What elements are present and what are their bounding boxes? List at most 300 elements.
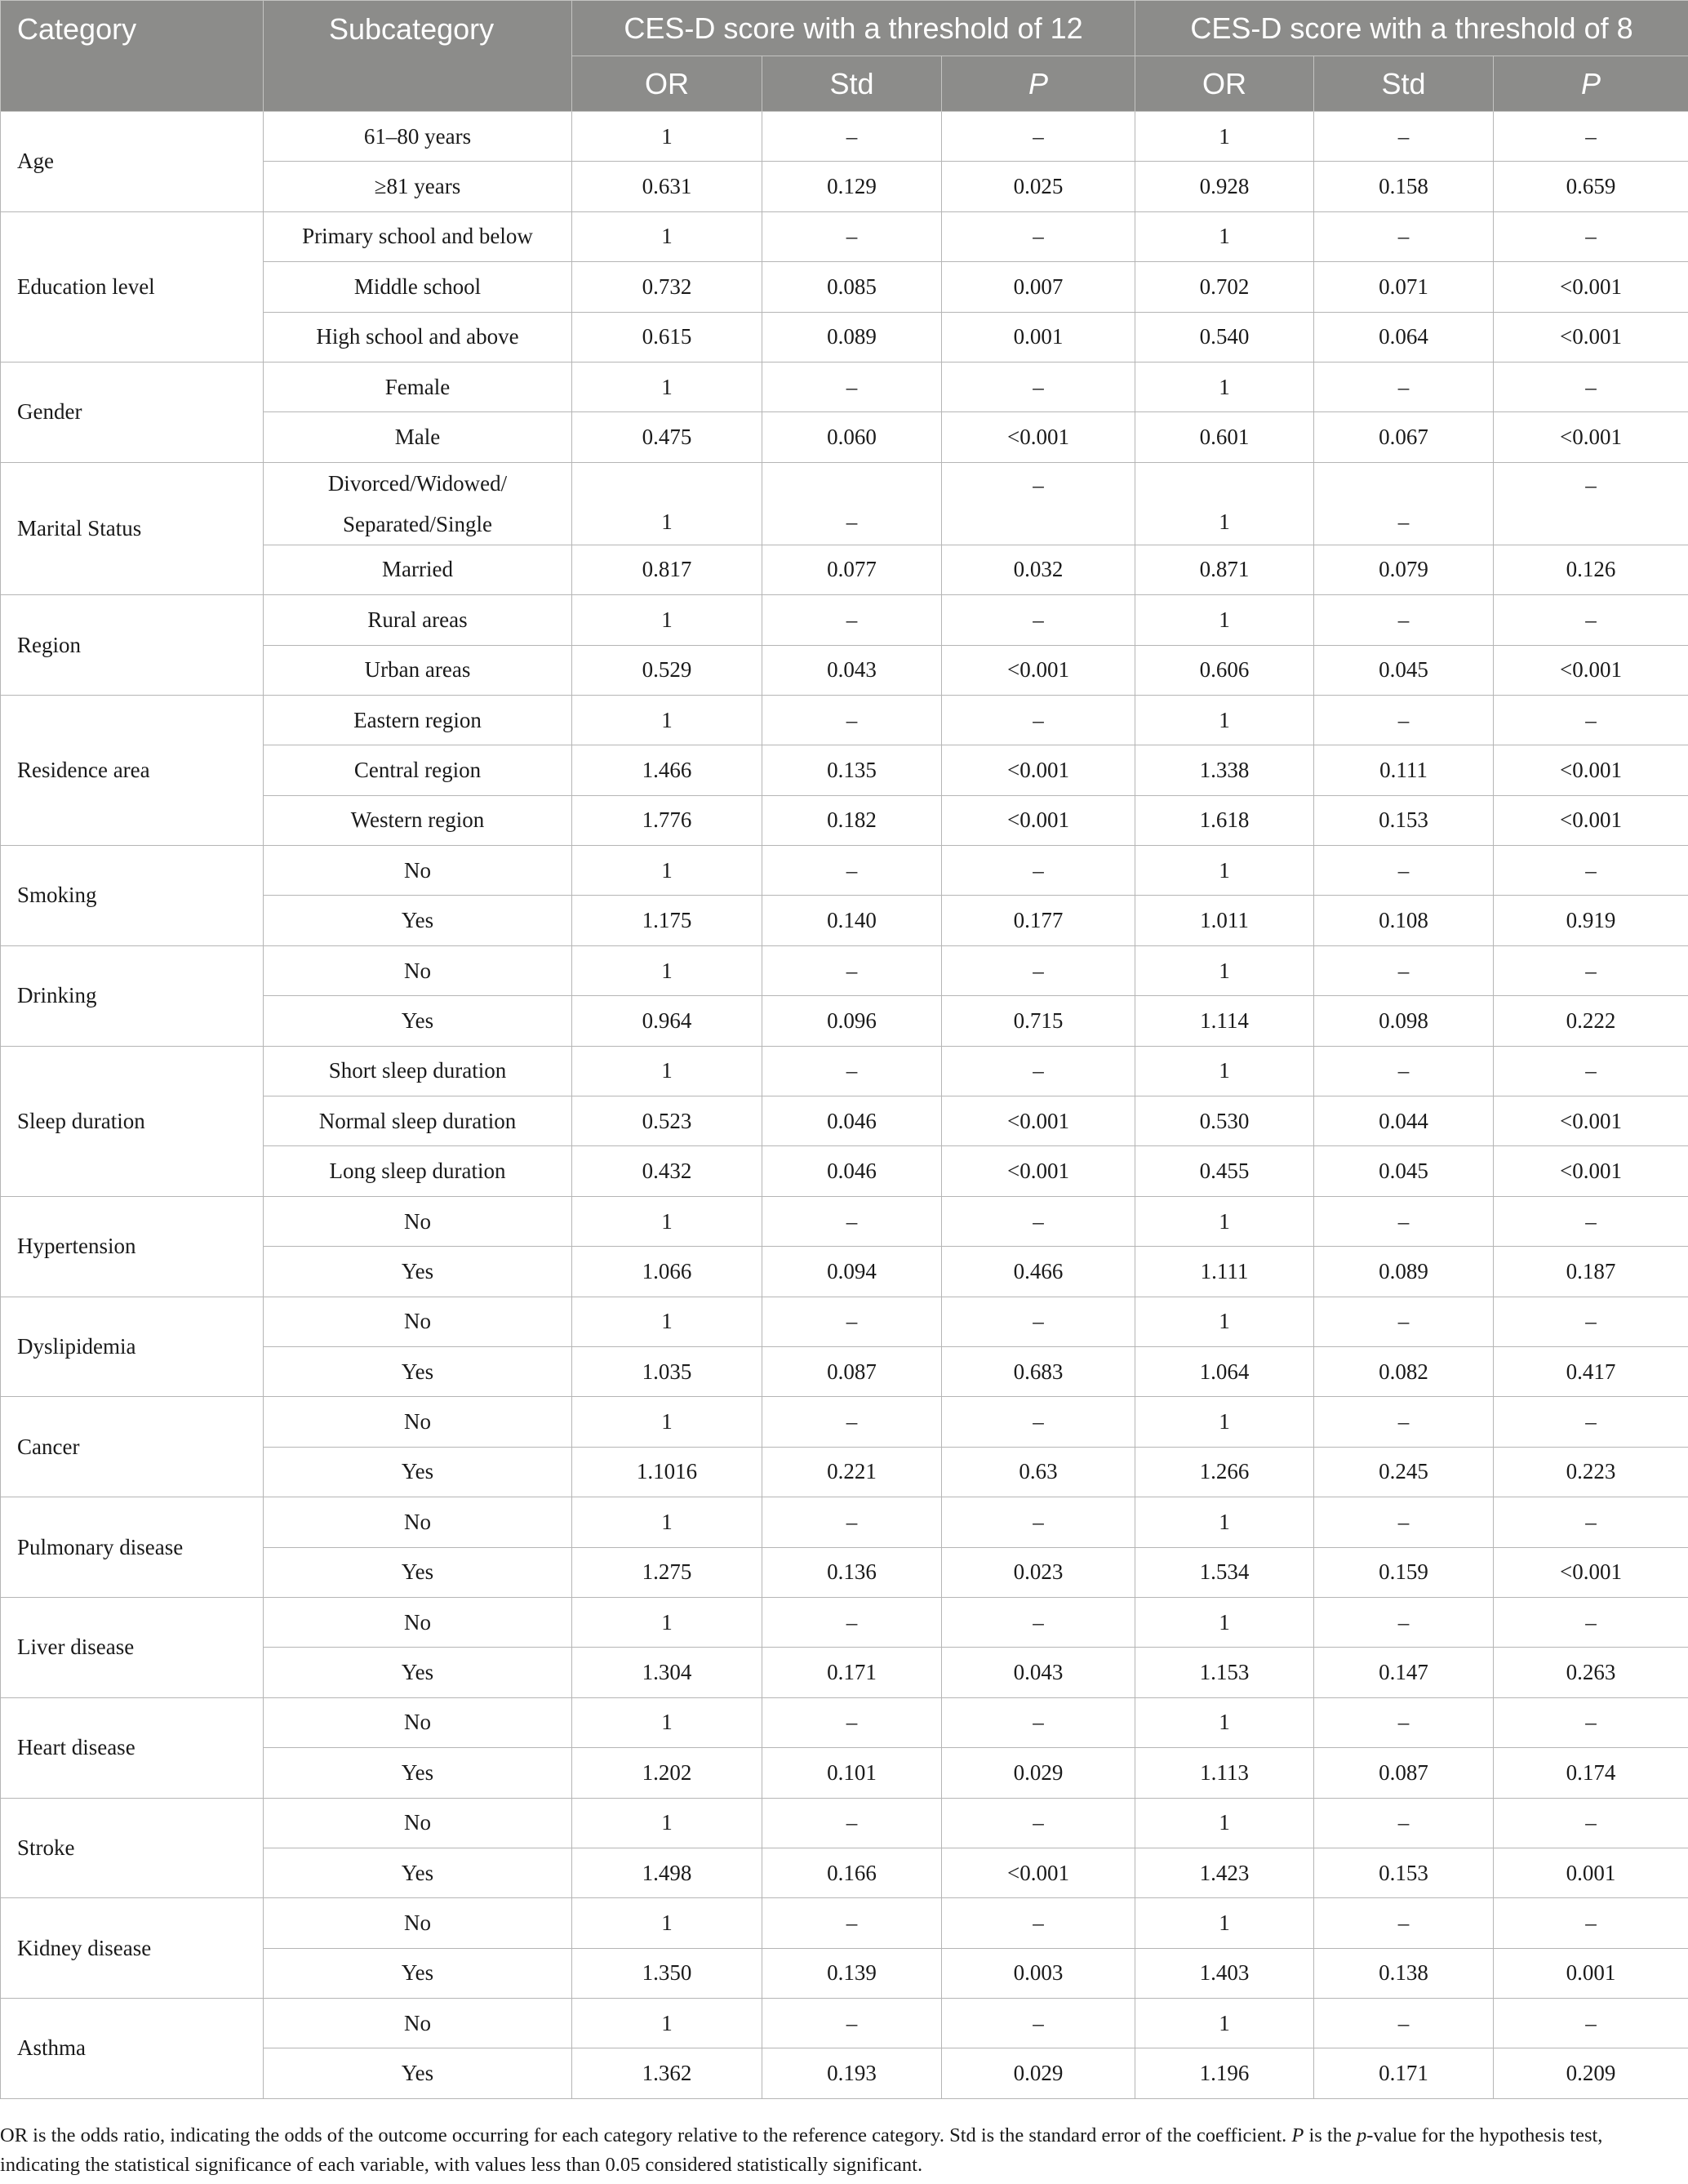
value-cell-or-8: 1 — [1135, 846, 1314, 896]
value-cell-std-8: – — [1314, 112, 1494, 162]
category-cell: Dyslipidemia — [1, 1297, 264, 1397]
value-cell-std-12: 0.182 — [762, 795, 942, 845]
value-cell-or-12: 1 — [572, 1898, 762, 1948]
subcategory-cell: Divorced/Widowed/ Separated/Single — [264, 462, 572, 545]
value-cell-p-8: – — [1494, 846, 1688, 896]
category-cell: Liver disease — [1, 1597, 264, 1697]
value-cell-p-12: 0.715 — [942, 996, 1135, 1046]
value-cell-p-12: <0.001 — [942, 745, 1135, 795]
value-cell-std-8: – — [1314, 1397, 1494, 1447]
value-cell-std-12: – — [762, 1297, 942, 1346]
value-cell-p-12: 0.023 — [942, 1547, 1135, 1597]
value-cell-or-12: 0.615 — [572, 312, 762, 362]
category-cell: Kidney disease — [1, 1898, 264, 1999]
value-cell-p-12: <0.001 — [942, 645, 1135, 695]
value-cell-std-12: – — [762, 211, 942, 261]
value-cell-std-12: – — [762, 1046, 942, 1096]
subcategory-cell: Married — [264, 545, 572, 594]
value-cell-or-8: 1.113 — [1135, 1748, 1314, 1798]
subcategory-cell: 61–80 years — [264, 112, 572, 162]
value-cell-std-12: – — [762, 1597, 942, 1647]
header-category: Category — [1, 1, 264, 112]
value-cell-or-12: 1.498 — [572, 1848, 762, 1897]
subcategory-cell: Yes — [264, 1748, 572, 1798]
value-cell-p-8: 0.263 — [1494, 1648, 1688, 1697]
value-cell-std-12: 0.166 — [762, 1848, 942, 1897]
value-cell-or-8: 1 — [1135, 945, 1314, 995]
category-cell: Cancer — [1, 1397, 264, 1497]
value-cell-p-8: 0.417 — [1494, 1346, 1688, 1396]
subcategory-cell: Yes — [264, 1948, 572, 1998]
header-threshold-12: CES-D score with a threshold of 12 — [572, 1, 1135, 56]
value-cell-or-8: 0.601 — [1135, 412, 1314, 462]
value-cell-std-8: 0.045 — [1314, 1146, 1494, 1196]
value-cell-std-8: 0.064 — [1314, 312, 1494, 362]
value-cell-or-8: 1.266 — [1135, 1447, 1314, 1497]
subcategory-cell: Yes — [264, 996, 572, 1046]
subcategory-cell: Female — [264, 362, 572, 411]
value-cell-or-8: 0.871 — [1135, 545, 1314, 594]
value-cell-std-12: – — [762, 1196, 942, 1246]
value-cell-or-8: 0.530 — [1135, 1096, 1314, 1146]
value-cell-std-8: – — [1314, 1898, 1494, 1948]
table-row — [1, 211, 1688, 261]
value-cell-or-8: 0.928 — [1135, 162, 1314, 211]
value-cell-std-8: – — [1314, 362, 1494, 411]
subcategory-cell: No — [264, 1798, 572, 1848]
table-row — [1, 695, 1688, 745]
value-cell-p-12: – — [942, 1297, 1135, 1346]
value-cell-or-8: 1.011 — [1135, 896, 1314, 945]
value-cell-std-8: – — [1314, 595, 1494, 645]
value-cell-std-8: 0.159 — [1314, 1547, 1494, 1597]
value-cell-std-12: 0.085 — [762, 262, 942, 312]
value-cell-or-12: 1.304 — [572, 1648, 762, 1697]
value-cell-or-12: 1 — [572, 1798, 762, 1848]
value-cell-or-8: 0.455 — [1135, 1146, 1314, 1196]
value-cell-std-12: 0.139 — [762, 1948, 942, 1998]
header-p-8-label: P — [1581, 66, 1601, 100]
value-cell-std-8: – — [1314, 1196, 1494, 1246]
value-cell-p-12: – — [942, 211, 1135, 261]
value-cell-or-8: 1.423 — [1135, 1848, 1314, 1897]
table-row — [1, 112, 1688, 162]
table-row — [1, 1798, 1688, 1848]
value-cell-std-12: – — [762, 1999, 942, 2048]
value-cell-p-12: – — [942, 945, 1135, 995]
footnote-part1: OR is the odds ratio, indicating the odds of the outcome occurring for each category relative to the reference category. Std is the standard error of the coefficient. — [0, 2124, 1292, 2146]
value-cell-p-8: 0.222 — [1494, 996, 1688, 1046]
value-cell-std-12: 0.140 — [762, 896, 942, 945]
value-cell-std-12: 0.193 — [762, 2048, 942, 2098]
value-cell-or-12: 0.817 — [572, 545, 762, 594]
value-cell-or-8: 1 — [1135, 1397, 1314, 1447]
value-cell-p-8: 0.001 — [1494, 1848, 1688, 1897]
value-cell-std-8: 0.044 — [1314, 1096, 1494, 1146]
value-cell-std-12: 0.043 — [762, 645, 942, 695]
table-row — [1, 595, 1688, 645]
value-cell-std-12: 0.136 — [762, 1547, 942, 1597]
value-cell-std-12: – — [762, 1798, 942, 1848]
category-cell: Asthma — [1, 1999, 264, 2099]
value-cell-p-8: 0.659 — [1494, 162, 1688, 211]
value-cell-or-8: 1.111 — [1135, 1247, 1314, 1297]
value-cell-or-8: 1 — [1135, 112, 1314, 162]
value-cell-or-12: 0.523 — [572, 1096, 762, 1146]
value-cell-std-12: – — [762, 462, 942, 545]
value-cell-or-8: 1 — [1135, 1697, 1314, 1747]
value-cell-or-12: 0.475 — [572, 412, 762, 462]
value-cell-or-8: 0.702 — [1135, 262, 1314, 312]
subcategory-cell: No — [264, 1999, 572, 2048]
value-cell-p-8: – — [1494, 1397, 1688, 1447]
value-cell-p-8: <0.001 — [1494, 312, 1688, 362]
value-cell-p-12: 0.683 — [942, 1346, 1135, 1396]
category-cell: Pulmonary disease — [1, 1497, 264, 1598]
value-cell-p-12: <0.001 — [942, 1096, 1135, 1146]
value-cell-p-12: – — [942, 112, 1135, 162]
subcategory-cell: Western region — [264, 795, 572, 845]
value-cell-std-8: 0.087 — [1314, 1748, 1494, 1798]
value-cell-p-8: <0.001 — [1494, 795, 1688, 845]
value-cell-std-12: 0.077 — [762, 545, 942, 594]
value-cell-p-12: – — [942, 1597, 1135, 1647]
table-row — [1, 362, 1688, 411]
value-cell-or-8: 1 — [1135, 1898, 1314, 1948]
subcategory-cell: No — [264, 1597, 572, 1647]
category-cell: Sleep duration — [1, 1046, 264, 1196]
value-cell-or-12: 1.466 — [572, 745, 762, 795]
value-cell-or-12: 1.362 — [572, 2048, 762, 2098]
table-row — [1, 1898, 1688, 1948]
value-cell-std-12: 0.060 — [762, 412, 942, 462]
value-cell-p-12: 0.177 — [942, 896, 1135, 945]
table-row — [1, 1196, 1688, 1246]
value-cell-or-12: 1.066 — [572, 1247, 762, 1297]
value-cell-or-12: 1 — [572, 1697, 762, 1747]
category-cell: Region — [1, 595, 264, 696]
value-cell-p-8: 0.126 — [1494, 545, 1688, 594]
value-cell-p-8: – — [1494, 112, 1688, 162]
value-cell-or-12: 1 — [572, 1297, 762, 1346]
value-cell-or-12: 1 — [572, 211, 762, 261]
value-cell-std-8: 0.138 — [1314, 1948, 1494, 1998]
category-cell: Age — [1, 112, 264, 212]
header-p-8 — [1494, 56, 1688, 112]
value-cell-std-8: 0.147 — [1314, 1648, 1494, 1697]
value-cell-p-8: <0.001 — [1494, 412, 1688, 462]
header-subcategory: Subcategory — [264, 1, 572, 112]
subcategory-cell: Central region — [264, 745, 572, 795]
value-cell-or-12: 0.732 — [572, 262, 762, 312]
value-cell-or-12: 1 — [572, 112, 762, 162]
header-std-12: Std — [762, 56, 942, 112]
value-cell-p-12: 0.025 — [942, 162, 1135, 211]
value-cell-or-8: 1 — [1135, 1046, 1314, 1096]
value-cell-std-8: – — [1314, 211, 1494, 261]
value-cell-or-12: 1 — [572, 1597, 762, 1647]
value-cell-or-12: 1 — [572, 362, 762, 411]
value-cell-std-8: – — [1314, 1597, 1494, 1647]
value-cell-or-8: 1.196 — [1135, 2048, 1314, 2098]
value-cell-p-12: – — [942, 362, 1135, 411]
value-cell-or-12: 1.1016 — [572, 1447, 762, 1497]
value-cell-or-8: 1 — [1135, 1597, 1314, 1647]
subcategory-cell: ≥81 years — [264, 162, 572, 211]
value-cell-std-8: 0.171 — [1314, 2048, 1494, 2098]
table-row — [1, 1397, 1688, 1447]
subcategory-cell: Male — [264, 412, 572, 462]
value-cell-p-8: 0.001 — [1494, 1948, 1688, 1998]
value-cell-or-8: 1.338 — [1135, 745, 1314, 795]
value-cell-p-12: – — [942, 846, 1135, 896]
value-cell-p-12: 0.032 — [942, 545, 1135, 594]
value-cell-p-8: <0.001 — [1494, 645, 1688, 695]
value-cell-or-12: 0.432 — [572, 1146, 762, 1196]
subcategory-cell: Normal sleep duration — [264, 1096, 572, 1146]
value-cell-or-8: 1.618 — [1135, 795, 1314, 845]
value-cell-std-12: 0.087 — [762, 1346, 942, 1396]
value-cell-std-12: – — [762, 112, 942, 162]
value-cell-p-8: <0.001 — [1494, 1096, 1688, 1146]
value-cell-p-12: 0.043 — [942, 1648, 1135, 1697]
value-cell-p-8: 0.209 — [1494, 2048, 1688, 2098]
value-cell-std-8: – — [1314, 1999, 1494, 2048]
value-cell-or-12: 1 — [572, 846, 762, 896]
value-cell-std-8: – — [1314, 1497, 1494, 1547]
subcategory-cell: No — [264, 945, 572, 995]
value-cell-std-8: 0.245 — [1314, 1447, 1494, 1497]
table-row — [1, 945, 1688, 995]
value-cell-or-8: 1 — [1135, 695, 1314, 745]
value-cell-p-12: 0.466 — [942, 1247, 1135, 1297]
table-row — [1, 1046, 1688, 1096]
subcategory-cell: Long sleep duration — [264, 1146, 572, 1196]
value-cell-or-12: 1 — [572, 1999, 762, 2048]
subcategory-cell: Yes — [264, 2048, 572, 2098]
value-cell-p-12: 0.007 — [942, 262, 1135, 312]
value-cell-p-8: <0.001 — [1494, 1146, 1688, 1196]
subcategory-cell: No — [264, 1497, 572, 1547]
table-header — [1, 1, 1688, 112]
value-cell-p-8: – — [1494, 1597, 1688, 1647]
subcategory-cell: No — [264, 1697, 572, 1747]
value-cell-std-8: 0.153 — [1314, 1848, 1494, 1897]
category-cell: Marital Status — [1, 462, 264, 594]
subcategory-cell: No — [264, 1397, 572, 1447]
value-cell-or-12: 1 — [572, 1497, 762, 1547]
value-cell-p-12: <0.001 — [942, 1848, 1135, 1897]
value-cell-or-8: 1.403 — [1135, 1948, 1314, 1998]
value-cell-std-8: 0.111 — [1314, 745, 1494, 795]
category-cell: Drinking — [1, 945, 264, 1046]
value-cell-std-12: 0.046 — [762, 1146, 942, 1196]
value-cell-or-12: 1 — [572, 462, 762, 545]
value-cell-p-8: – — [1494, 1046, 1688, 1096]
value-cell-std-12: – — [762, 695, 942, 745]
value-cell-p-8: – — [1494, 595, 1688, 645]
value-cell-p-12: – — [942, 1397, 1135, 1447]
value-cell-or-8: 1.114 — [1135, 996, 1314, 1046]
value-cell-or-8: 1 — [1135, 1297, 1314, 1346]
table-footnote — [0, 2121, 1673, 2180]
value-cell-p-8: 0.919 — [1494, 896, 1688, 945]
value-cell-std-8: 0.079 — [1314, 545, 1494, 594]
value-cell-std-8: 0.098 — [1314, 996, 1494, 1046]
value-cell-or-12: 1 — [572, 1196, 762, 1246]
subcategory-cell: Yes — [264, 1247, 572, 1297]
value-cell-p-12: – — [942, 1046, 1135, 1096]
value-cell-std-8: 0.071 — [1314, 262, 1494, 312]
subcategory-cell: Yes — [264, 1346, 572, 1396]
subcategory-cell: Short sleep duration — [264, 1046, 572, 1096]
value-cell-p-8: <0.001 — [1494, 745, 1688, 795]
value-cell-p-12: – — [942, 462, 1135, 545]
value-cell-std-12: 0.221 — [762, 1447, 942, 1497]
value-cell-or-12: 1 — [572, 945, 762, 995]
value-cell-std-12: – — [762, 595, 942, 645]
value-cell-or-12: 1 — [572, 1046, 762, 1096]
value-cell-or-12: 1.175 — [572, 896, 762, 945]
value-cell-std-12: 0.046 — [762, 1096, 942, 1146]
subcategory-cell: Urban areas — [264, 645, 572, 695]
value-cell-std-12: 0.171 — [762, 1648, 942, 1697]
value-cell-or-8: 1 — [1135, 1999, 1314, 2048]
value-cell-std-8: – — [1314, 1046, 1494, 1096]
value-cell-p-8: – — [1494, 1497, 1688, 1547]
value-cell-std-12: – — [762, 1397, 942, 1447]
value-cell-p-8: 0.187 — [1494, 1247, 1688, 1297]
value-cell-p-8: – — [1494, 1196, 1688, 1246]
header-p-12-label: P — [1028, 66, 1049, 100]
value-cell-p-12: – — [942, 595, 1135, 645]
value-cell-p-8: – — [1494, 362, 1688, 411]
value-cell-p-8: – — [1494, 695, 1688, 745]
value-cell-or-8: 0.606 — [1135, 645, 1314, 695]
subcategory-cell: No — [264, 1297, 572, 1346]
header-std-8: Std — [1314, 56, 1494, 112]
header-p-12 — [942, 56, 1135, 112]
category-cell: Stroke — [1, 1798, 264, 1898]
value-cell-std-8: – — [1314, 1297, 1494, 1346]
subcategory-cell: Eastern region — [264, 695, 572, 745]
header-or-8: OR — [1135, 56, 1314, 112]
value-cell-or-12: 1 — [572, 595, 762, 645]
value-cell-std-12: – — [762, 362, 942, 411]
table-row — [1, 846, 1688, 896]
value-cell-std-12: – — [762, 945, 942, 995]
value-cell-p-8: – — [1494, 1697, 1688, 1747]
value-cell-p-12: <0.001 — [942, 412, 1135, 462]
value-cell-std-8: 0.045 — [1314, 645, 1494, 695]
subcategory-cell: Yes — [264, 896, 572, 945]
value-cell-p-8: – — [1494, 462, 1688, 545]
value-cell-or-8: 1 — [1135, 1497, 1314, 1547]
category-cell: Residence area — [1, 695, 264, 845]
value-cell-std-12: 0.101 — [762, 1748, 942, 1798]
category-cell: Education level — [1, 211, 264, 362]
subcategory-cell: Yes — [264, 1848, 572, 1897]
value-cell-p-12: <0.001 — [942, 795, 1135, 845]
value-cell-or-12: 0.964 — [572, 996, 762, 1046]
footnote-part3: -value for the hypothesis test, indicating the statistical significance of each variable, with values less than 0.05 considered statistically significant. — [0, 2124, 1603, 2176]
subcategory-cell: Yes — [264, 1547, 572, 1597]
value-cell-p-12: – — [942, 1798, 1135, 1848]
footnote-part2: is the — [1304, 2124, 1357, 2146]
value-cell-or-8: 1 — [1135, 1196, 1314, 1246]
value-cell-std-12: 0.089 — [762, 312, 942, 362]
value-cell-std-8: – — [1314, 846, 1494, 896]
value-cell-or-8: 1 — [1135, 462, 1314, 545]
value-cell-p-12: – — [942, 1898, 1135, 1948]
value-cell-p-8: <0.001 — [1494, 262, 1688, 312]
value-cell-p-12: – — [942, 1497, 1135, 1547]
value-cell-p-8: 0.174 — [1494, 1748, 1688, 1798]
value-cell-std-12: 0.129 — [762, 162, 942, 211]
subcategory-cell: No — [264, 846, 572, 896]
subcategory-cell: High school and above — [264, 312, 572, 362]
subcategory-cell: No — [264, 1898, 572, 1948]
value-cell-or-12: 0.529 — [572, 645, 762, 695]
value-cell-std-8: – — [1314, 1697, 1494, 1747]
value-cell-or-8: 1.534 — [1135, 1547, 1314, 1597]
value-cell-or-12: 1.275 — [572, 1547, 762, 1597]
value-cell-or-12: 1 — [572, 1397, 762, 1447]
value-cell-std-12: – — [762, 846, 942, 896]
value-cell-or-8: 1.064 — [1135, 1346, 1314, 1396]
footnote-p-word: p — [1357, 2124, 1367, 2146]
value-cell-p-8: – — [1494, 1898, 1688, 1948]
category-cell: Heart disease — [1, 1697, 264, 1798]
value-cell-or-8: 1.153 — [1135, 1648, 1314, 1697]
value-cell-p-12: 0.63 — [942, 1447, 1135, 1497]
value-cell-p-8: – — [1494, 945, 1688, 995]
value-cell-std-12: – — [762, 1697, 942, 1747]
footnote-p-symbol: P — [1291, 2124, 1304, 2146]
value-cell-std-12: 0.135 — [762, 745, 942, 795]
value-cell-p-12: <0.001 — [942, 1146, 1135, 1196]
category-cell: Smoking — [1, 846, 264, 946]
value-cell-p-12: – — [942, 695, 1135, 745]
subcategory-cell: No — [264, 1196, 572, 1246]
value-cell-p-12: – — [942, 1999, 1135, 2048]
value-cell-std-8: 0.153 — [1314, 795, 1494, 845]
value-cell-p-8: – — [1494, 1297, 1688, 1346]
subcategory-cell: Primary school and below — [264, 211, 572, 261]
value-cell-std-8: 0.082 — [1314, 1346, 1494, 1396]
value-cell-p-8: – — [1494, 211, 1688, 261]
value-cell-std-12: – — [762, 1497, 942, 1547]
value-cell-or-12: 1.350 — [572, 1948, 762, 1998]
table-body — [1, 112, 1688, 2099]
value-cell-or-8: 1 — [1135, 1798, 1314, 1848]
value-cell-or-12: 1.035 — [572, 1346, 762, 1396]
category-cell: Hypertension — [1, 1196, 264, 1297]
value-cell-std-8: 0.067 — [1314, 412, 1494, 462]
value-cell-std-8: 0.089 — [1314, 1247, 1494, 1297]
subcategory-cell: Rural areas — [264, 595, 572, 645]
value-cell-or-8: 1 — [1135, 211, 1314, 261]
value-cell-p-12: 0.029 — [942, 2048, 1135, 2098]
value-cell-p-12: 0.001 — [942, 312, 1135, 362]
subcategory-cell: Middle school — [264, 262, 572, 312]
subcategory-cell: Yes — [264, 1648, 572, 1697]
header-threshold-8: CES-D score with a threshold of 8 — [1135, 1, 1688, 56]
value-cell-std-8: 0.108 — [1314, 896, 1494, 945]
table-row — [1, 1497, 1688, 1547]
table-row — [1, 1697, 1688, 1747]
value-cell-or-8: 1 — [1135, 362, 1314, 411]
